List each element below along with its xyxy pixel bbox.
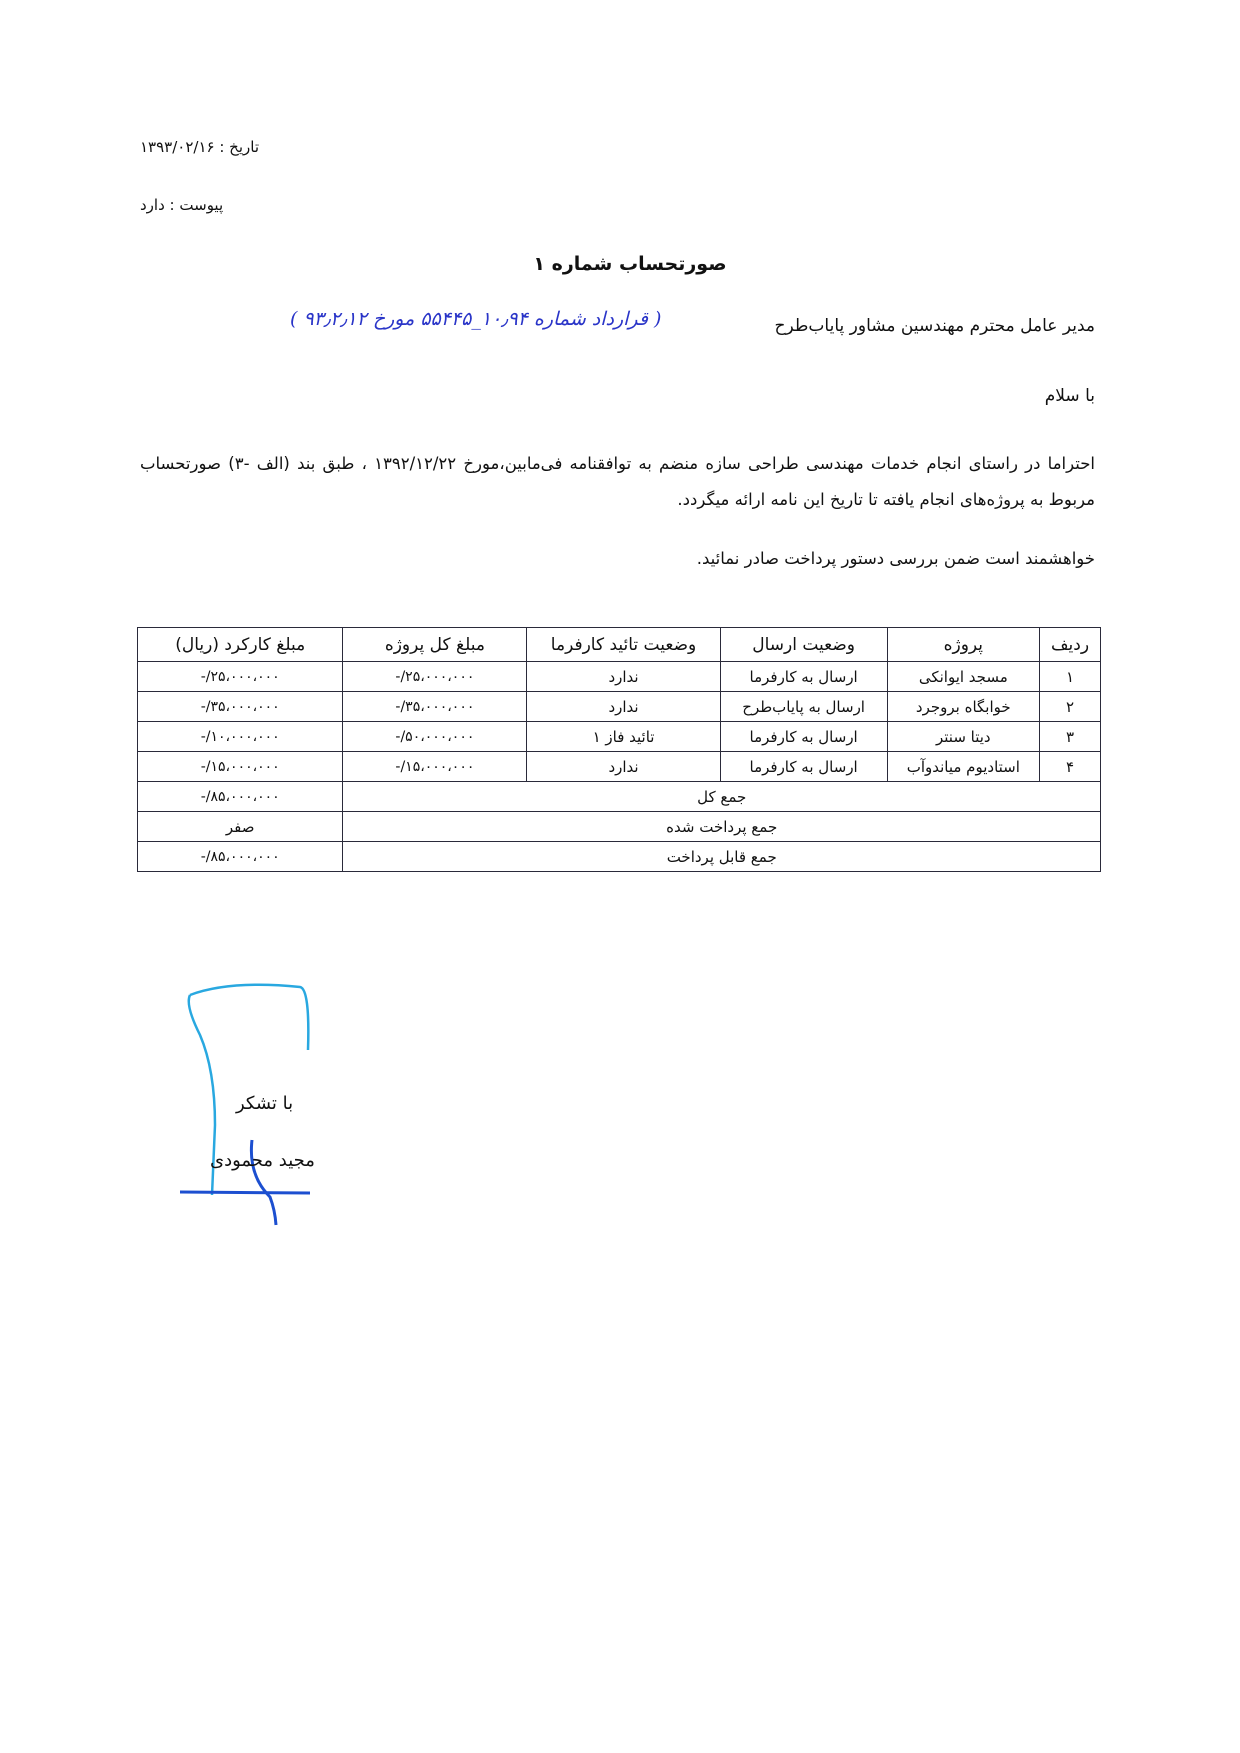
- date-value: ۱۳۹۳/۰۲/۱۶: [140, 138, 215, 156]
- cell-approval-status: ندارد: [527, 662, 720, 692]
- body-paragraph-2: خواهشمند است ضمن بررسی دستور پرداخت صادر نمائید.: [696, 549, 1095, 568]
- cell-project-total: ۳۵،۰۰۰،۰۰۰/-: [343, 692, 527, 722]
- attachment-line: پیوست : دارد: [140, 196, 224, 214]
- cell-row-number: ۱: [1040, 662, 1101, 692]
- attachment-label: پیوست: [179, 196, 224, 214]
- summary-row-grand-total: [138, 782, 1101, 812]
- document-title: صورتحساب شماره ۱: [533, 253, 727, 275]
- date-label: تاریخ: [229, 138, 260, 156]
- summary-value: ۸۵،۰۰۰،۰۰۰/-: [138, 782, 343, 812]
- summary-value: صفر: [138, 812, 343, 842]
- signer-name: مجید محمودی: [210, 1150, 315, 1171]
- cell-project-total: ۱۵،۰۰۰،۰۰۰/-: [343, 752, 527, 782]
- cell-project: مسجد ایوانکی: [887, 662, 1039, 692]
- summary-value: ۸۵،۰۰۰،۰۰۰/-: [138, 842, 343, 872]
- cell-work-amount: ۱۵،۰۰۰،۰۰۰/-: [138, 752, 343, 782]
- cell-send-status: ارسال به پایاب‌طرح: [720, 692, 887, 722]
- cell-row-number: ۳: [1040, 722, 1101, 752]
- handwritten-contract-note: ( قرارداد شماره ۱۰٫۹۴_۵۵۴۴۵ مورخ ۹۳٫۲٫۱۲ ): [290, 308, 662, 330]
- table-header-row: [138, 628, 1101, 662]
- header-project-total: مبلغ کل پروژه: [343, 628, 527, 662]
- summary-label: جمع کل: [343, 782, 1101, 812]
- attachment-value: دارد: [140, 196, 165, 214]
- closing-text: با تشکر: [236, 1093, 294, 1114]
- table-row: [138, 662, 1101, 692]
- cell-send-status: ارسال به کارفرما: [720, 722, 887, 752]
- summary-label: جمع قابل پرداخت: [343, 842, 1101, 872]
- cell-project: خوابگاه بروجرد: [887, 692, 1039, 722]
- cell-work-amount: ۳۵،۰۰۰،۰۰۰/-: [138, 692, 343, 722]
- signature-stroke-top: [190, 985, 308, 1050]
- cell-project-total: ۲۵،۰۰۰،۰۰۰/-: [343, 662, 527, 692]
- table-row: [138, 722, 1101, 752]
- cell-work-amount: ۱۰،۰۰۰،۰۰۰/-: [138, 722, 343, 752]
- invoice-table: [137, 627, 1101, 872]
- body-paragraph-1: احتراما در راستای انجام خدمات مهندسی طراحی سازه منضم به توافقنامه فی‌مابین،مورخ ۱۳۹۲/۱۲/۲۲ ، طبق بند (الف -۳) صورتحساب مربوط به پروژه‌های انجام یافته تا تاریخ این نامه ارائه میگردد.: [140, 454, 1095, 509]
- header-approval-status: وضعیت تائید کارفرما: [527, 628, 720, 662]
- table-row: [138, 752, 1101, 782]
- cell-project: استادیوم میاندوآب: [887, 752, 1039, 782]
- cell-approval-status: تائید فاز ۱: [527, 722, 720, 752]
- cell-project: دیتا سنتر: [887, 722, 1039, 752]
- header-work-amount: مبلغ کارکرد (ریال): [138, 628, 343, 662]
- cell-row-number: ۴: [1040, 752, 1101, 782]
- signature-stroke-base: [180, 1192, 310, 1193]
- addressee: مدیر عامل محترم مهندسین مشاور پایاب‌طرح: [774, 316, 1095, 336]
- header-project: پروژه: [887, 628, 1039, 662]
- date-line: تاریخ : ۱۳۹۳/۰۲/۱۶: [140, 138, 260, 156]
- cell-send-status: ارسال به کارفرما: [720, 752, 887, 782]
- summary-row-payable: [138, 842, 1101, 872]
- cell-work-amount: ۲۵،۰۰۰،۰۰۰/-: [138, 662, 343, 692]
- header-send-status: وضعیت ارسال: [720, 628, 887, 662]
- cell-project-total: ۵۰،۰۰۰،۰۰۰/-: [343, 722, 527, 752]
- greeting: با سلام: [1044, 386, 1095, 406]
- summary-row-paid: [138, 812, 1101, 842]
- cell-approval-status: ندارد: [527, 692, 720, 722]
- summary-label: جمع پرداخت شده: [343, 812, 1101, 842]
- table-row: [138, 692, 1101, 722]
- cell-approval-status: ندارد: [527, 752, 720, 782]
- header-row-number: ردیف: [1040, 628, 1101, 662]
- cell-row-number: ۲: [1040, 692, 1101, 722]
- cell-send-status: ارسال به کارفرما: [720, 662, 887, 692]
